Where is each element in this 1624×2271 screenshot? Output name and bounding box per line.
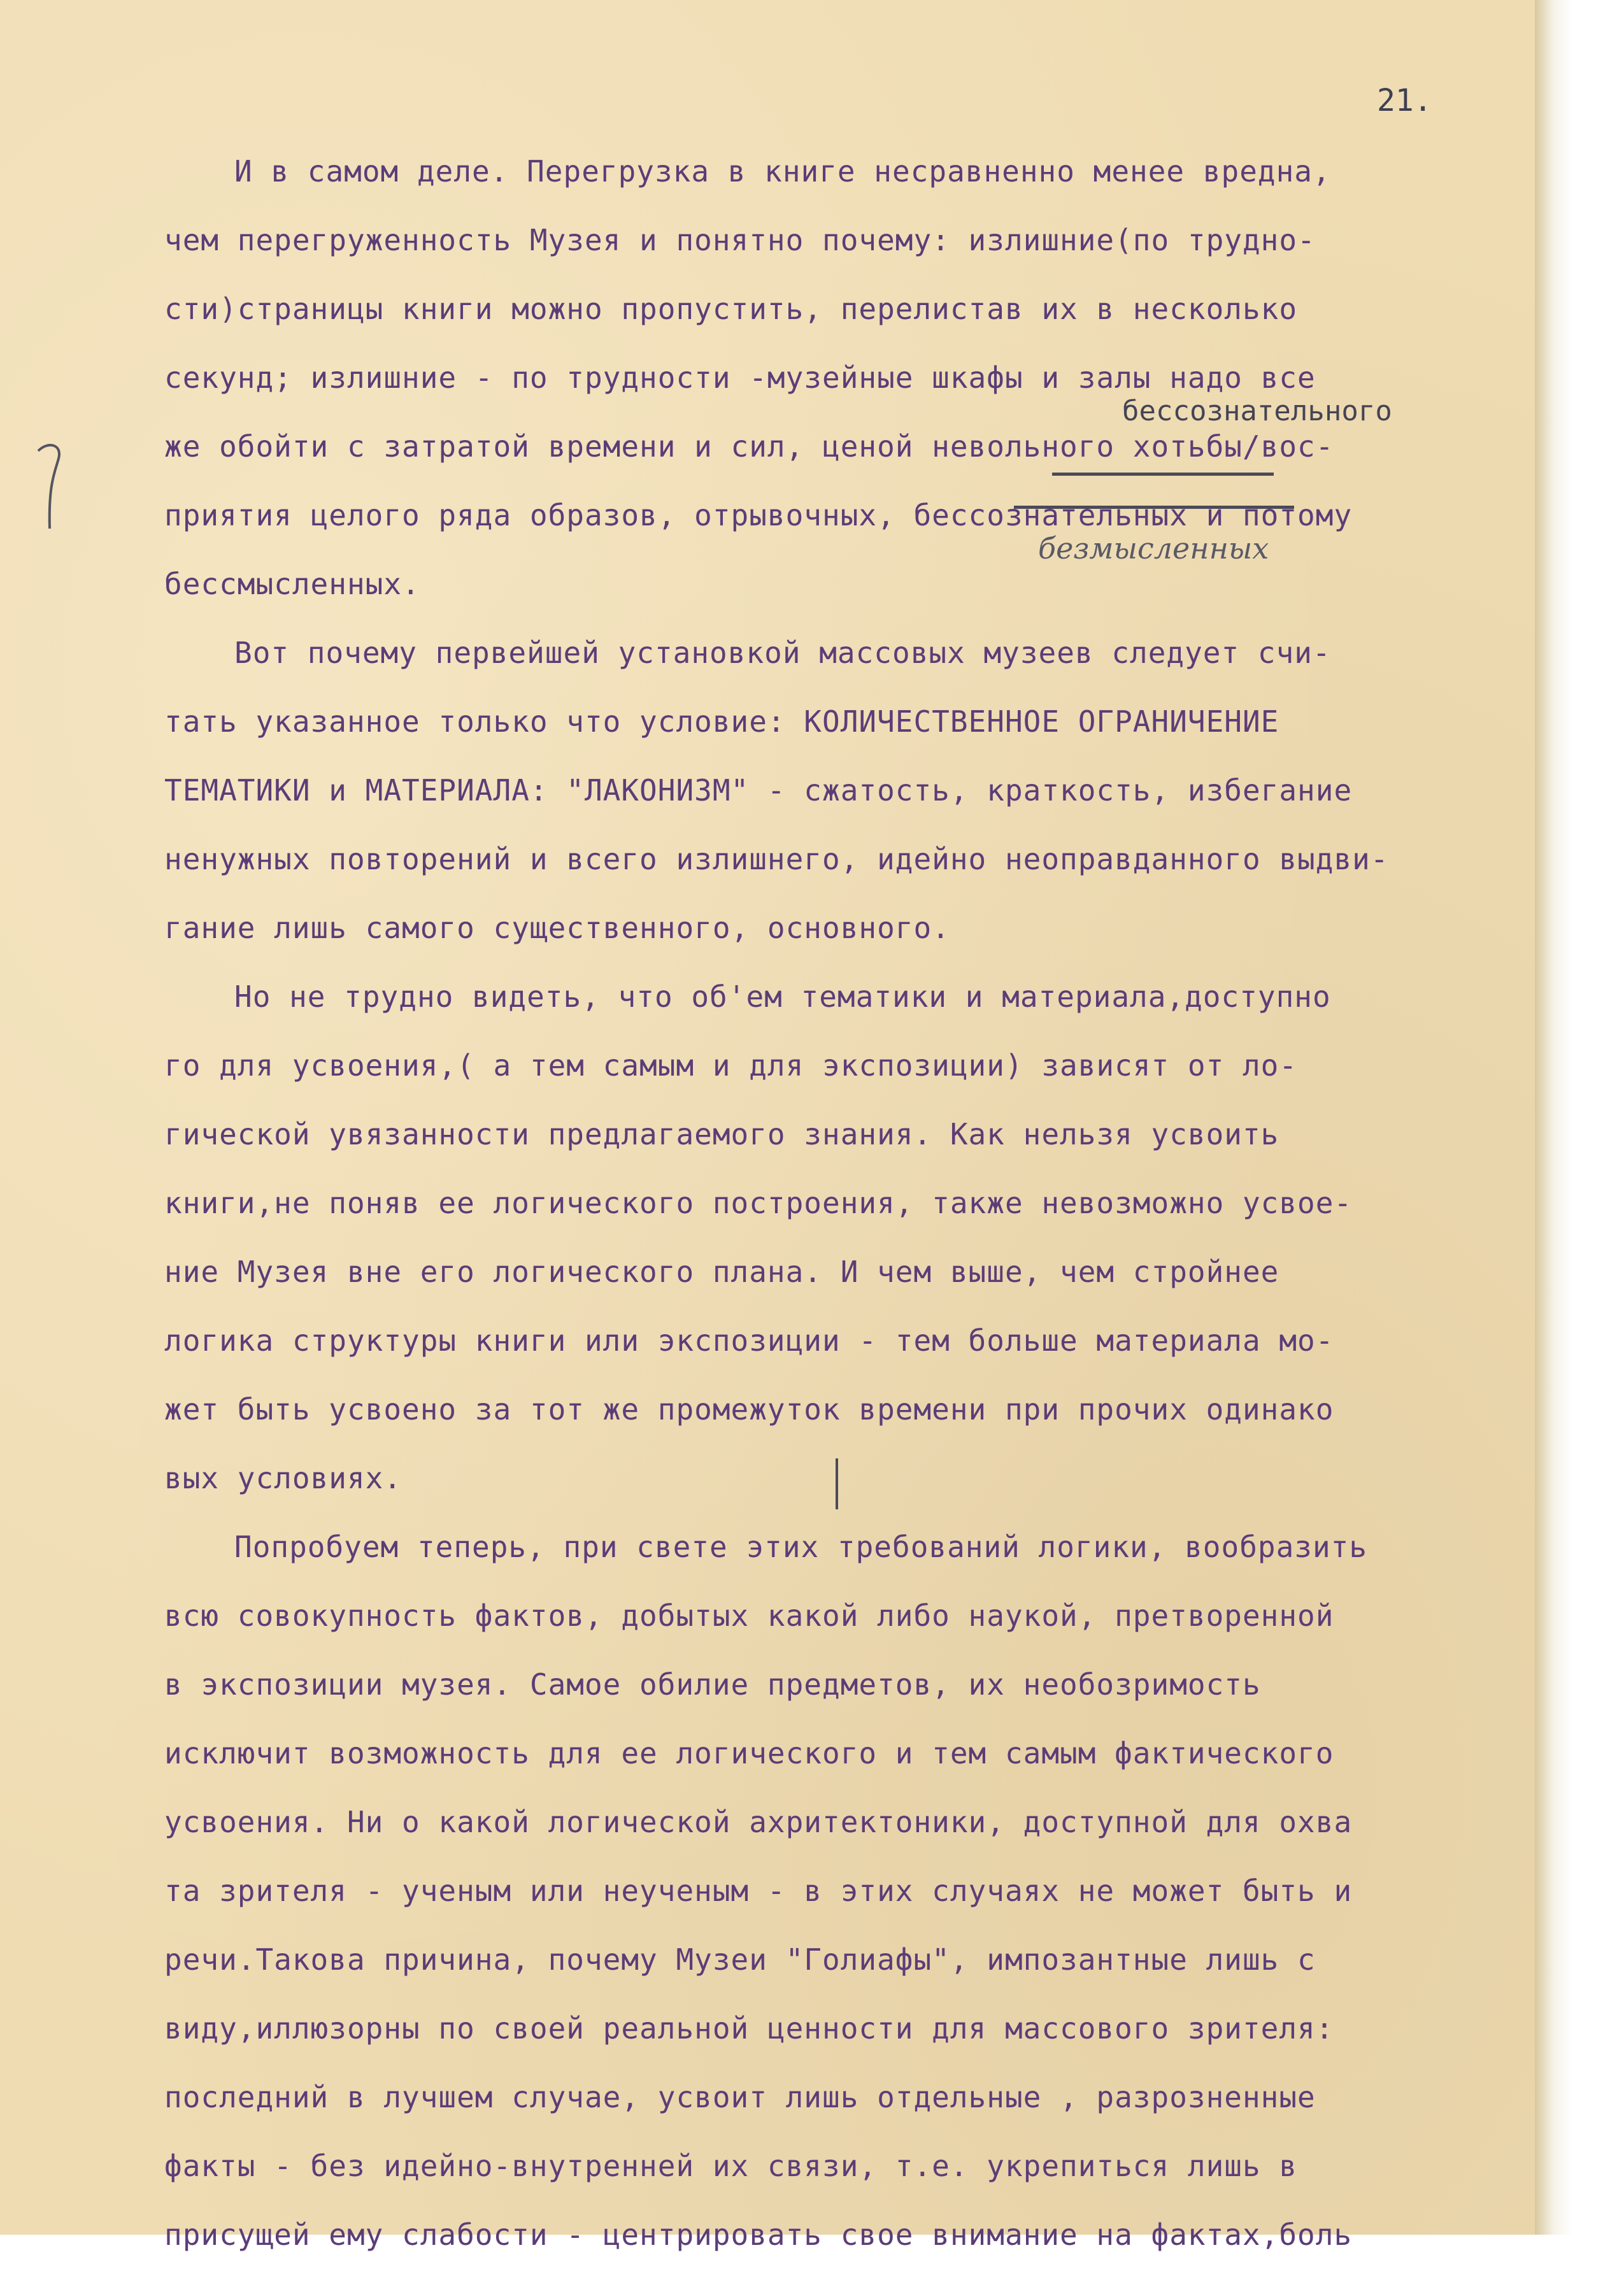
text-line: же обойти с затратой времени и сил, ценой невольного хотьбы/вос- bbox=[164, 429, 1334, 464]
text-line: виду,иллюзорны по своей реальной ценности для массового зрителя: bbox=[164, 2011, 1334, 2046]
text-line: гической увязанности предлагаемого знания. Как нельзя усвоить bbox=[164, 1117, 1279, 1151]
text-line: речи.Такова причина, почему Музеи "Голиафы", импозантные лишь с bbox=[164, 1942, 1316, 1977]
text-line: го для усвоения,( а тем самым и для экспозиции) зависят от ло- bbox=[164, 1048, 1298, 1083]
body-text bbox=[164, 135, 1527, 2267]
text-line: Попробуем теперь, при свете этих требований логики, вообразить bbox=[234, 1530, 1368, 1564]
text-line: ТЕМАТИКИ и МАТЕРИАЛА: "ЛАКОНИЗМ" - сжатость, краткость, избегание bbox=[164, 773, 1353, 808]
text-line: факты - без идейно-внутренней их связи, т.е. укрепиться лишь в bbox=[164, 2149, 1298, 2183]
text-line: бессмысленных. bbox=[164, 567, 420, 601]
handwritten-insertion: безмысленных bbox=[1038, 531, 1269, 566]
text-line: исключит возможность для ее логического и тем самым фактического bbox=[164, 1736, 1334, 1770]
margin-mark-icon bbox=[33, 439, 71, 535]
text-line: в экспозиции музея. Самое обилие предметов, их необозримость bbox=[164, 1667, 1261, 1702]
text-line: присущей ему слабости - центрировать свое внимание на фактах,боль bbox=[164, 2218, 1353, 2252]
text-line: Вот почему первейшей установкой массовых музеев следует счи- bbox=[234, 636, 1331, 670]
text-line: логика структуры книги или экспозиции - тем больше материала мо- bbox=[164, 1323, 1334, 1358]
text-line: Но не трудно видеть, что об'ем тематики и материала,доступно bbox=[234, 979, 1331, 1014]
text-line: приятия целого ряда образов, отрывочных, бессознательных и потому bbox=[164, 498, 1353, 532]
text-line: усвоения. Ни о какой логической ахритектоники, доступной для охва bbox=[164, 1805, 1353, 1839]
text-line: всю совокупность фактов, добытых какой либо наукой, претворенной bbox=[164, 1598, 1334, 1633]
text-line: вых условиях. bbox=[164, 1461, 402, 1495]
paragraph-3 bbox=[164, 960, 1527, 1511]
paragraph-1 bbox=[164, 135, 1527, 616]
page-edge bbox=[1535, 0, 1624, 2235]
text-line: жет быть усвоено за тот же промежуток времени при прочих одинако bbox=[164, 1392, 1334, 1427]
text-line: та зрителя - ученым или неученым - в этих случаях не может быть и bbox=[164, 1874, 1353, 1908]
text-line: секунд; излишние - по трудности -музейные шкафы и залы надо все bbox=[164, 360, 1316, 395]
text-line: чем перегруженность Музея и понятно почему: излишние(по трудно- bbox=[164, 223, 1316, 257]
text-line: ненужных повторений и всего излишнего, идейно неоправданного выдви- bbox=[164, 842, 1389, 876]
text-line: ние Музея вне его логического плана. И чем выше, чем стройнее bbox=[164, 1255, 1279, 1289]
text-line: гание лишь самого существенного, основного. bbox=[164, 911, 950, 945]
text-line: тать указанное только что условие: КОЛИЧЕСТВЕННОЕ ОГРАНИЧЕНИЕ bbox=[164, 704, 1279, 739]
text-line: сти)страницы книги можно пропустить, перелистав их в несколько bbox=[164, 292, 1298, 326]
text-line: И в самом деле. Перегрузка в книге несравненно менее вредна, bbox=[234, 154, 1331, 189]
text-line: последний в лучшем случае, усвоит лишь отдельные , разрозненные bbox=[164, 2080, 1316, 2114]
paragraph-4 bbox=[164, 1511, 1527, 2267]
typed-insertion: бессознательного bbox=[1122, 395, 1392, 427]
paragraph-2 bbox=[164, 616, 1527, 960]
text-line: книги,не поняв ее логического построения, также невозможно усвое- bbox=[164, 1186, 1353, 1220]
page-number: 21. bbox=[1377, 83, 1432, 118]
